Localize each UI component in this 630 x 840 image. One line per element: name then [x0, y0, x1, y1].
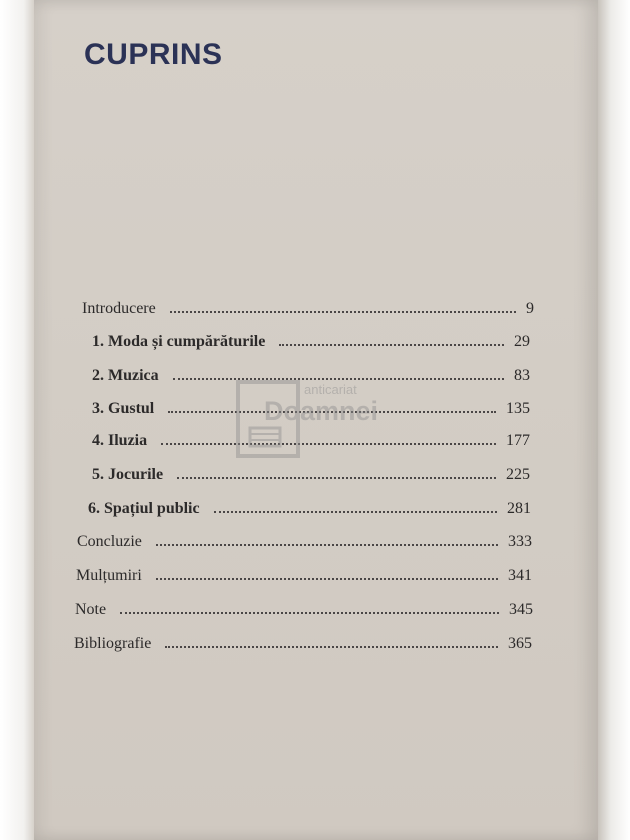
watermark-top-text: anticariat	[304, 382, 357, 397]
toc-entry-page: 341	[508, 567, 532, 584]
toc-entry-page: 9	[526, 300, 534, 317]
toc-entry-multumiri	[76, 563, 532, 585]
toc-dot-leader	[165, 646, 498, 648]
toc-dot-leader	[214, 511, 497, 513]
watermark-brand-text: Doamnei	[264, 396, 379, 426]
toc-entry-label: 5. Jocurile	[92, 466, 164, 483]
watermark-book-icon	[250, 428, 280, 446]
toc-dot-leader	[177, 477, 496, 479]
toc-entry-concluzie	[77, 529, 532, 551]
background-left	[0, 0, 34, 840]
watermark-logo	[236, 380, 408, 460]
toc-entry-label: 6. Spațiul public	[88, 500, 200, 517]
toc-entry-page: 365	[508, 635, 532, 652]
toc-entry-page: 29	[514, 333, 530, 350]
toc-entry-page: 333	[508, 533, 532, 550]
toc-entry-chapter-5	[92, 462, 530, 484]
toc-entry-label: Bibliografie	[74, 635, 152, 652]
toc-entry-page: 281	[507, 500, 531, 517]
toc-entry-page: 83	[514, 367, 530, 384]
toc-entry-chapter-6	[88, 496, 531, 518]
background-right	[598, 0, 630, 840]
toc-entry-chapter-1	[92, 329, 530, 351]
toc-entry-label: Concluzie	[77, 533, 142, 550]
toc-entry-label: 4. Iluzia	[92, 432, 148, 449]
toc-entry-label: Mulțumiri	[76, 567, 142, 584]
toc-entry-bibliografie	[74, 631, 532, 653]
toc-entry-page: 225	[506, 466, 530, 483]
toc-dot-leader	[156, 544, 498, 546]
toc-entry-label: 1. Moda și cumpărăturile	[92, 333, 266, 350]
toc-entry-page: 177	[506, 432, 530, 449]
toc-dot-leader	[156, 578, 498, 580]
toc-entry-label: Note	[75, 601, 107, 618]
toc-entry-label: 2. Muzica	[92, 367, 159, 384]
toc-entry-page: 345	[509, 601, 533, 618]
page-title: CUPRINS	[84, 38, 223, 71]
toc-dot-leader	[279, 344, 504, 346]
toc-entry-note	[75, 597, 533, 619]
toc-entry-label: Introducere	[82, 300, 156, 317]
toc-entry-page: 135	[506, 400, 530, 417]
toc-dot-leader	[170, 311, 516, 313]
toc-entry-label: 3. Gustul	[92, 400, 155, 417]
toc-dot-leader	[120, 612, 499, 614]
toc-entry-introducere	[82, 296, 534, 318]
